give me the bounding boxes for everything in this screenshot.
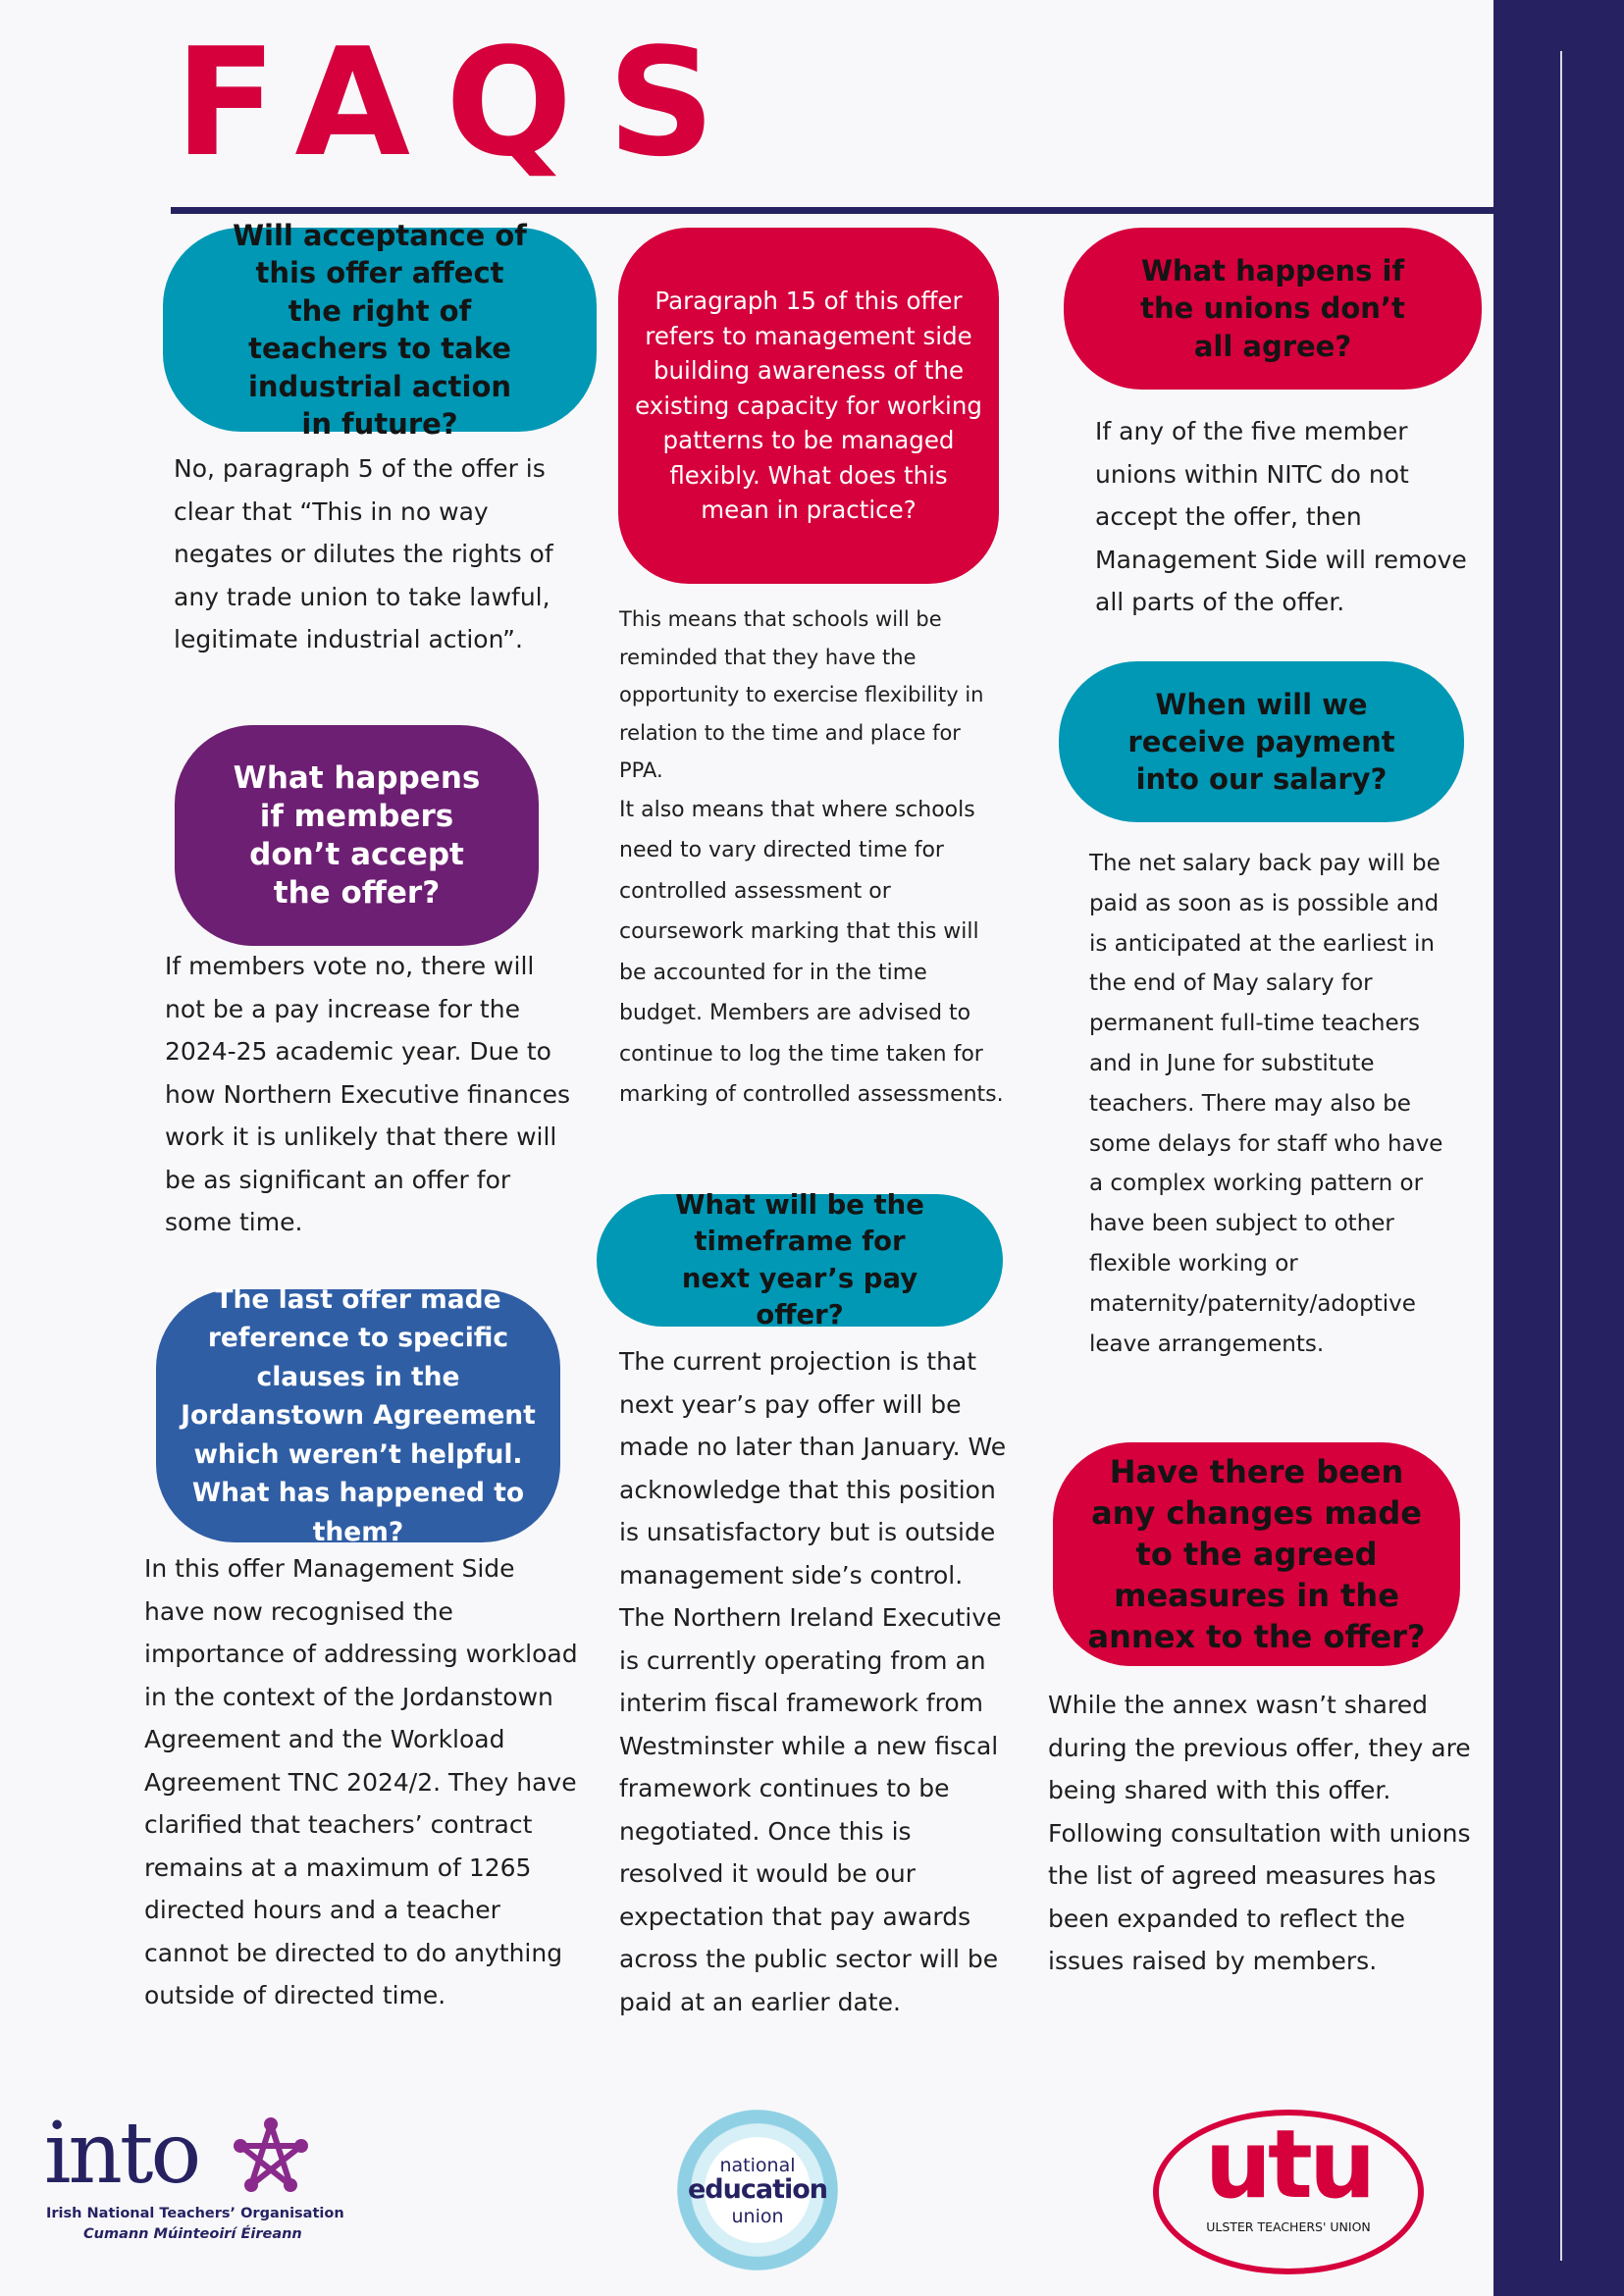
- faq-answer-jordanstown-clauses: In this offer Management Side have now recognised the importance of addressing workload in the context of the Jordanstown Agreement and the Workload Agreement TNC 2024/2. They have clarified that teachers’ contract remains at a maximum of 1265 directed hours and a teacher cannot be directed to do anything outside of directed time.: [144, 1554, 578, 2009]
- faq-answer-next-pay-offer-part2: The Northern Ireland Executive is currently operating from an interim fiscal framework from Westminster while a new fiscal framework continues to be negotiated. Once this is resolved it would be our expectation that pay awards across the public sector will be paid at an earlier date.: [619, 1603, 1002, 2016]
- faq-question-members-dont-accept: What happens if members don’t accept the offer?: [175, 725, 539, 946]
- faq-question-next-pay-offer: What will be the timeframe for next year’s pay offer?: [597, 1194, 1003, 1327]
- title-underline: [171, 207, 1493, 214]
- into-logo: [44, 2105, 344, 2247]
- faq-question-jordanstown-clauses: The last offer made reference to specific clauses in the Jordanstown Agreement which weren’t helpful. What has happened to them?: [156, 1289, 560, 1542]
- faq-answer-members-dont-accept: If members vote no, there will not be a pay increase for the 2024-25 academic year. Due to how Northern Executive finances work it is unlikely that there will be as significant an offer for some time.: [165, 952, 571, 1236]
- faq-answer-industrial-action: No, paragraph 5 of the offer is clear that “This in no way negates or dilutes the rights of any trade union to take lawful, legitimate industrial action”.: [174, 454, 553, 653]
- faq-answer-annex-changes: While the annex wasn’t shared during the previous offer, they are being shared with this offer. Following consultation with unions the list of agreed measures has been expanded to reflect the issues raised by members.: [1048, 1691, 1471, 1975]
- neu-logo-line3: union: [731, 2206, 784, 2227]
- faq-answer-paragraph-15-part2: It also means that where schools need to vary directed time for controlled assessment or coursework marking that this will be accounted for in the time budget. Members are advised to continue to log the time taken for marking of controlled assessments.: [619, 797, 1004, 1107]
- faq-question-industrial-action: Will acceptance of this offer affect the right of teachers to take industrial action in future?: [163, 228, 597, 432]
- faq-question-unions-dont-agree: What happens if the unions don’t all agree?: [1064, 228, 1482, 390]
- faq-answer-next-pay-offer-part1: The current projection is that next year’s pay offer will be made no later than January. We acknowledge that this position is unsatisfactory but is outside management side’s control.: [619, 1347, 1007, 1590]
- into-star-icon: [231, 2116, 311, 2197]
- utu-logo-tagline: ULSTER TEACHERS' UNION: [1206, 2219, 1371, 2234]
- neu-logo-line2: education: [687, 2174, 828, 2205]
- utu-logo: [1153, 2110, 1424, 2272]
- into-logo-line1: Irish National Teachers’ Organisation: [46, 2206, 344, 2221]
- sidebar-divider-line: [1560, 51, 1562, 2261]
- faq-question-payment-into-salary: When will we receive payment into our salary?: [1059, 661, 1464, 822]
- faq-answer-unions-dont-agree: If any of the five member unions within NITC do not accept the offer, then Management Side will remove all parts of the offer.: [1095, 417, 1467, 616]
- faq-answer-next-pay-offer: [619, 1340, 1007, 2023]
- faq-question-annex-changes: Have there been any changes made to the agreed measures in the annex to the offer?: [1053, 1442, 1460, 1666]
- faq-answer-paragraph-15-part1: This means that schools will be reminded that they have the opportunity to exercise flexibility in relation to the time and place for PPA.: [619, 607, 984, 782]
- utu-logo-wordmark: utu: [1204, 2110, 1373, 2219]
- into-logo-wordmark: into: [44, 2105, 199, 2203]
- faq-answer-paragraph-15: [619, 600, 1007, 1116]
- into-logo-line2: Cumann Múinteoirí Éireann: [83, 2226, 302, 2242]
- faq-question-paragraph-15: Paragraph 15 of this offer refers to management side building awareness of the existing capacity for working patterns to be managed flexibly. What does this mean in practice?: [618, 228, 999, 584]
- page-title: FAQS: [175, 16, 751, 189]
- sidebar-band: [1493, 0, 1624, 2296]
- neu-logo: [677, 2110, 838, 2270]
- neu-logo-line1: national: [719, 2155, 796, 2176]
- faq-answer-payment-into-salary: The net salary back pay will be paid as soon as is possible and is anticipated at the earliest in the end of May salary for permanent full-time teachers and in June for substitute teachers. There may also be some delays for staff who have a complex working pattern or have been subject to other flexible working or maternity/paternity/adoptive leave arrangements.: [1089, 851, 1443, 1357]
